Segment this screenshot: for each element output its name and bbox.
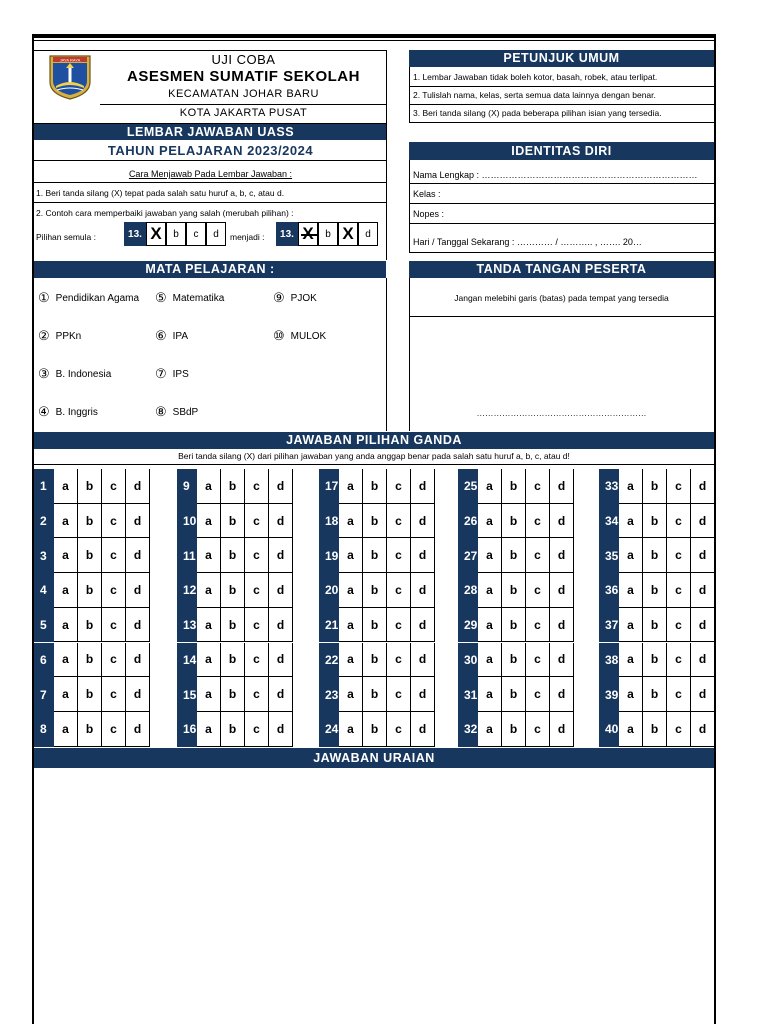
answer-option-a[interactable]: a — [339, 504, 363, 539]
question-number: 35 — [599, 538, 619, 573]
question-number: 9 — [177, 469, 197, 504]
pg-instruction-rule — [34, 464, 714, 465]
question-number: 21 — [319, 608, 339, 643]
header-line1: UJI COBA — [211, 52, 276, 67]
answer-option-c[interactable]: c — [526, 469, 550, 504]
mapel-item-7[interactable] — [155, 366, 189, 382]
question-number: 27 — [458, 538, 478, 573]
answer-option-d[interactable]: d — [269, 504, 293, 539]
answer-option-c[interactable]: c — [387, 573, 411, 608]
identitas-title: IDENTITAS DIRI — [409, 142, 714, 160]
answer-option-d[interactable]: d — [550, 469, 574, 504]
petunjuk-item-3: 3. Beri tanda silang (X) pada beberapa pilihan isian yang tersedia. — [413, 108, 662, 118]
answer-option-a[interactable]: a — [54, 469, 78, 504]
answer-option-d[interactable]: d — [411, 469, 435, 504]
mapel-label: PPKn — [55, 330, 82, 342]
pg-grid — [34, 469, 714, 747]
answer-option-c[interactable]: c — [387, 712, 411, 747]
answer-option-c[interactable]: c — [102, 504, 126, 539]
answer-option-a[interactable]: a — [478, 504, 502, 539]
answer-option-c[interactable]: c — [245, 538, 269, 573]
answer-option-c[interactable]: c — [667, 712, 691, 747]
petunjuk-divider-2 — [409, 104, 714, 105]
question-number: 8 — [34, 712, 54, 747]
mapel-number: ⑨ — [273, 290, 285, 305]
answer-option-a[interactable]: a — [197, 469, 221, 504]
answer-option-d[interactable]: d — [269, 608, 293, 643]
mapel-item-8[interactable] — [155, 404, 198, 420]
answer-option-b[interactable]: b — [221, 538, 245, 573]
question-number: 31 — [458, 677, 478, 712]
answer-option-d[interactable]: d — [126, 573, 150, 608]
answer-option-b[interactable]: b — [363, 538, 387, 573]
answer-option-d[interactable]: d — [126, 712, 150, 747]
answer-option-a[interactable]: a — [197, 712, 221, 747]
answer-option-b[interactable]: b — [643, 677, 667, 712]
mapel-label: B. Inggris — [55, 406, 98, 418]
answer-option-b[interactable]: b — [643, 712, 667, 747]
answer-option-a[interactable]: a — [339, 608, 363, 643]
mapel-number: ⑦ — [155, 366, 167, 381]
cara-line2 — [34, 202, 387, 203]
answer-option-d[interactable]: d — [550, 643, 574, 678]
question-number: 39 — [599, 677, 619, 712]
question-number: 5 — [34, 608, 54, 643]
mapel-label: B. Indonesia — [55, 368, 112, 380]
answer-option-a[interactable]: a — [619, 677, 643, 712]
mapel-label: IPA — [172, 330, 189, 342]
answer-option-b[interactable]: b — [363, 712, 387, 747]
answer-option-d[interactable]: d — [691, 677, 715, 712]
answer-option-a[interactable]: a — [478, 608, 502, 643]
mapel-item-9[interactable] — [273, 290, 317, 306]
answer-option-b[interactable]: b — [78, 608, 102, 643]
answer-option-c[interactable]: c — [526, 608, 550, 643]
hari-tanggal-field[interactable]: Hari / Tanggal Sekarang : ………… / ……….. , ……. 20… — [413, 237, 642, 247]
answer-option-b[interactable]: b — [78, 504, 102, 539]
answer-option-a[interactable]: a — [339, 469, 363, 504]
answer-option-b[interactable]: b — [221, 643, 245, 678]
question-number: 18 — [319, 504, 339, 539]
answer-option-c[interactable]: c — [245, 504, 269, 539]
ttd-note: Jangan melebihi garis (batas) pada tempat yang tersedia — [454, 293, 669, 303]
pg-instruction: Beri tanda silang (X) dari pilihan jawaban yang anda anggap benar pada salah satu huruf a, b, c, atau d! — [178, 451, 570, 461]
question-number: 32 — [458, 712, 478, 747]
example-opt-b: b — [166, 222, 186, 246]
answer-option-d[interactable]: d — [691, 504, 715, 539]
question-number: 15 — [177, 677, 197, 712]
answer-option-a[interactable]: a — [197, 538, 221, 573]
header-kecamatan: KECAMATAN JOHAR BARU — [168, 88, 319, 100]
answer-option-b[interactable]: b — [221, 677, 245, 712]
mapel-label: Matematika — [172, 292, 225, 304]
question-number: 3 — [34, 538, 54, 573]
question-number: 28 — [458, 573, 478, 608]
answer-option-d[interactable]: d — [126, 643, 150, 678]
answer-option-c[interactable]: c — [245, 643, 269, 678]
question-number: 7 — [34, 677, 54, 712]
identitas-divider-4 — [409, 252, 714, 253]
uraian-title: JAWABAN URAIAN — [34, 748, 714, 768]
jakarta-logo — [48, 54, 92, 100]
question-number: 11 — [177, 538, 197, 573]
signature-area[interactable] — [410, 318, 714, 406]
mapel-number: ③ — [38, 366, 50, 381]
answer-option-b[interactable]: b — [363, 469, 387, 504]
question-number: 26 — [458, 504, 478, 539]
mapel-item-3[interactable] — [38, 366, 111, 382]
answer-option-b[interactable]: b — [643, 538, 667, 573]
kelas-field[interactable]: Kelas : — [413, 189, 441, 199]
answer-option-a[interactable]: a — [478, 538, 502, 573]
question-number: 2 — [34, 504, 54, 539]
answer-option-b[interactable]: b — [643, 504, 667, 539]
answer-option-a[interactable]: a — [197, 643, 221, 678]
identitas-divider-2 — [409, 203, 714, 204]
answer-option-a[interactable]: a — [339, 573, 363, 608]
mapel-label: SBdP — [172, 406, 199, 418]
example2-opt-d: d — [358, 222, 378, 246]
cara-title: Cara Menjawab Pada Lembar Jawaban : — [128, 169, 293, 179]
answer-option-c[interactable]: c — [526, 712, 550, 747]
answer-option-d[interactable]: d — [550, 677, 574, 712]
answer-option-d[interactable]: d — [411, 643, 435, 678]
answer-option-d[interactable]: d — [550, 573, 574, 608]
answer-option-c[interactable]: c — [387, 608, 411, 643]
answer-option-c[interactable]: c — [667, 608, 691, 643]
mapel-label: Pendidikan Agama — [55, 292, 140, 304]
mapel-label: PJOK — [290, 292, 317, 304]
answer-option-a[interactable]: a — [339, 643, 363, 678]
answer-option-d[interactable]: d — [126, 538, 150, 573]
answer-option-b[interactable]: b — [502, 608, 526, 643]
answer-option-d[interactable]: d — [411, 504, 435, 539]
mapel-number: ⑧ — [155, 404, 167, 419]
question-number: 37 — [599, 608, 619, 643]
answer-option-d[interactable]: d — [550, 538, 574, 573]
band-lembar-jawaban: LEMBAR JAWABAN UASS — [34, 124, 387, 140]
answer-option-d[interactable]: d — [411, 677, 435, 712]
answer-option-c[interactable]: c — [526, 573, 550, 608]
answer-option-a[interactable]: a — [478, 712, 502, 747]
mapel-item-4[interactable] — [38, 404, 98, 420]
answer-option-d[interactable]: d — [411, 712, 435, 747]
answer-option-a[interactable]: a — [197, 573, 221, 608]
answer-option-d[interactable]: d — [550, 608, 574, 643]
answer-option-b[interactable]: b — [221, 712, 245, 747]
question-number: 22 — [319, 643, 339, 678]
cara-line1 — [34, 182, 387, 183]
ttd-divider — [409, 316, 714, 317]
question-number: 14 — [177, 643, 197, 678]
answer-option-d[interactable]: d — [269, 677, 293, 712]
answer-option-d[interactable]: d — [411, 608, 435, 643]
petunjuk-item-2: 2. Tulislah nama, kelas, serta semua data lainnya dengan benar. — [413, 90, 656, 100]
answer-option-b[interactable]: b — [502, 712, 526, 747]
mapel-label: MULOK — [290, 330, 327, 342]
answer-option-a[interactable]: a — [619, 712, 643, 747]
pg-title: JAWABAN PILIHAN GANDA — [34, 432, 714, 449]
answer-option-b[interactable]: b — [78, 573, 102, 608]
answer-option-a[interactable]: a — [619, 608, 643, 643]
question-number: 33 — [599, 469, 619, 504]
question-number: 10 — [177, 504, 197, 539]
example-number-2: 13. — [276, 222, 298, 246]
answer-option-c[interactable]: c — [245, 677, 269, 712]
answer-option-c[interactable]: c — [102, 469, 126, 504]
question-number: 34 — [599, 504, 619, 539]
mapel-number: ① — [38, 290, 50, 305]
answer-option-a[interactable]: a — [54, 573, 78, 608]
answer-option-c[interactable]: c — [102, 608, 126, 643]
uraian-answer-area[interactable] — [34, 770, 714, 1020]
answer-option-b[interactable]: b — [643, 469, 667, 504]
strike-line-icon — [301, 234, 317, 236]
mapel-number: ⑥ — [155, 328, 167, 343]
answer-option-a[interactable]: a — [619, 643, 643, 678]
mapel-title: MATA PELAJARAN : — [34, 261, 386, 278]
answer-option-a[interactable]: a — [197, 608, 221, 643]
answer-option-b[interactable]: b — [502, 643, 526, 678]
answer-option-d[interactable]: d — [691, 712, 715, 747]
answer-option-c[interactable]: c — [102, 538, 126, 573]
question-number: 13 — [177, 608, 197, 643]
answer-option-c[interactable]: c — [102, 712, 126, 747]
ttd-title: TANDA TANGAN PESERTA — [409, 261, 714, 278]
question-number: 30 — [458, 643, 478, 678]
answer-option-d[interactable]: d — [550, 504, 574, 539]
header-title: ASESMEN SUMATIF SEKOLAH — [127, 68, 360, 85]
answer-option-a[interactable]: a — [478, 643, 502, 678]
answer-option-b[interactable]: b — [221, 573, 245, 608]
signature-line: …………………………………………………… — [476, 408, 647, 418]
question-number: 12 — [177, 573, 197, 608]
answer-option-a[interactable]: a — [54, 504, 78, 539]
answer-option-a[interactable]: a — [54, 677, 78, 712]
answer-option-d[interactable]: d — [691, 469, 715, 504]
question-number: 4 — [34, 573, 54, 608]
answer-option-a[interactable]: a — [54, 608, 78, 643]
answer-option-a[interactable]: a — [339, 677, 363, 712]
question-number: 38 — [599, 643, 619, 678]
example-x-mark: X — [146, 222, 166, 246]
answer-option-b[interactable]: b — [221, 608, 245, 643]
answer-option-b[interactable]: b — [363, 573, 387, 608]
answer-option-c[interactable]: c — [667, 538, 691, 573]
answer-option-b[interactable]: b — [221, 504, 245, 539]
answer-option-a[interactable]: a — [54, 538, 78, 573]
answer-option-b[interactable]: b — [78, 538, 102, 573]
petunjuk-divider-1 — [409, 86, 714, 87]
answer-option-a[interactable]: a — [619, 469, 643, 504]
example-number-1: 13. — [124, 222, 146, 246]
example2-x-mark: X — [338, 222, 358, 246]
answer-option-c[interactable]: c — [667, 469, 691, 504]
answer-option-c[interactable]: c — [526, 504, 550, 539]
answer-option-c[interactable]: c — [245, 608, 269, 643]
answer-option-c[interactable]: c — [387, 538, 411, 573]
answer-option-d[interactable]: d — [269, 573, 293, 608]
answer-option-b[interactable]: b — [78, 677, 102, 712]
answer-option-b[interactable]: b — [78, 643, 102, 678]
mapel-item-6[interactable] — [155, 328, 188, 344]
example-struck-mark — [298, 222, 318, 246]
answer-option-d[interactable]: d — [126, 504, 150, 539]
answer-option-a[interactable]: a — [54, 712, 78, 747]
answer-option-d[interactable]: d — [269, 538, 293, 573]
example-opt-c: c — [186, 222, 206, 246]
answer-option-a[interactable]: a — [478, 677, 502, 712]
answer-option-b[interactable]: b — [221, 469, 245, 504]
answer-option-b[interactable]: b — [363, 643, 387, 678]
answer-option-a[interactable]: a — [619, 538, 643, 573]
answer-option-a[interactable]: a — [619, 573, 643, 608]
example-opt-d: d — [206, 222, 226, 246]
answer-option-c[interactable]: c — [102, 573, 126, 608]
answer-option-d[interactable]: d — [411, 573, 435, 608]
question-number: 25 — [458, 469, 478, 504]
answer-option-c[interactable]: c — [102, 677, 126, 712]
answer-option-b[interactable]: b — [643, 643, 667, 678]
answer-option-d[interactable]: d — [269, 712, 293, 747]
answer-option-a[interactable]: a — [339, 538, 363, 573]
answer-option-b[interactable]: b — [78, 469, 102, 504]
mapel-number: ⑤ — [155, 290, 167, 305]
answer-option-a[interactable]: a — [339, 712, 363, 747]
question-number: 40 — [599, 712, 619, 747]
nama-lengkap-field[interactable]: Nama Lengkap : ……………………………………………………………… — [413, 170, 698, 180]
mapel-number: ⑩ — [273, 328, 285, 343]
answer-option-c[interactable]: c — [245, 469, 269, 504]
answer-option-b[interactable]: b — [363, 677, 387, 712]
question-number: 17 — [319, 469, 339, 504]
answer-option-c[interactable]: c — [387, 504, 411, 539]
answer-option-a[interactable]: a — [54, 643, 78, 678]
answer-option-b[interactable]: b — [502, 469, 526, 504]
identitas-divider-3 — [409, 223, 714, 224]
mapel-item-1[interactable] — [38, 290, 139, 306]
answer-option-b[interactable]: b — [502, 677, 526, 712]
answer-option-d[interactable]: d — [269, 469, 293, 504]
answer-option-b[interactable]: b — [643, 573, 667, 608]
question-number: 16 — [177, 712, 197, 747]
band-tahun-pelajaran: TAHUN PELAJARAN 2023/2024 — [34, 141, 387, 161]
answer-option-c[interactable]: c — [667, 677, 691, 712]
answer-option-d[interactable]: d — [126, 608, 150, 643]
answer-option-c[interactable]: c — [102, 643, 126, 678]
question-number: 20 — [319, 573, 339, 608]
mapel-number: ④ — [38, 404, 50, 419]
mapel-item-2[interactable] — [38, 328, 81, 344]
answer-option-b[interactable]: b — [502, 573, 526, 608]
answer-option-c[interactable]: c — [667, 573, 691, 608]
header-divider — [100, 104, 387, 105]
answer-option-c[interactable]: c — [245, 712, 269, 747]
answer-option-b[interactable]: b — [502, 538, 526, 573]
question-number: 36 — [599, 573, 619, 608]
cara-item1: 1. Beri tanda silang (X) tepat pada salah satu huruf a, b, c, atau d. — [36, 188, 285, 198]
mapel-number: ② — [38, 328, 50, 343]
mapel-item-5[interactable] — [155, 290, 224, 306]
answer-option-d[interactable]: d — [550, 712, 574, 747]
header-kota: KOTA JAKARTA PUSAT — [179, 107, 308, 119]
petunjuk-item-1: 1. Lembar Jawaban tidak boleh kotor, basah, robek, atau terlipat. — [413, 72, 658, 82]
answer-option-b[interactable]: b — [643, 608, 667, 643]
example2-opt-b: b — [318, 222, 338, 246]
answer-option-a[interactable]: a — [197, 677, 221, 712]
mapel-label: IPS — [172, 368, 189, 380]
answer-option-c[interactable]: c — [387, 677, 411, 712]
answer-option-b[interactable]: b — [78, 712, 102, 747]
answer-option-b[interactable]: b — [363, 608, 387, 643]
answer-option-d[interactable]: d — [126, 469, 150, 504]
answer-option-d[interactable]: d — [691, 608, 715, 643]
pilihan-semula-label: Pilihan semula : — [36, 232, 97, 242]
answer-option-c[interactable]: c — [526, 677, 550, 712]
answer-option-c[interactable]: c — [667, 504, 691, 539]
question-number: 24 — [319, 712, 339, 747]
answer-option-d[interactable]: d — [126, 677, 150, 712]
question-number: 6 — [34, 643, 54, 678]
answer-option-b[interactable]: b — [363, 504, 387, 539]
answer-option-c[interactable]: c — [245, 573, 269, 608]
question-number: 19 — [319, 538, 339, 573]
answer-option-a[interactable]: a — [478, 469, 502, 504]
answer-option-d[interactable]: d — [691, 538, 715, 573]
menjadi-label: menjadi : — [230, 232, 265, 242]
answer-option-a[interactable]: a — [197, 504, 221, 539]
answer-option-d[interactable]: d — [411, 538, 435, 573]
svg-text:JAYA RAYA: JAYA RAYA — [59, 57, 81, 63]
mapel-item-10[interactable] — [273, 328, 326, 344]
answer-option-c[interactable]: c — [526, 538, 550, 573]
nopes-field[interactable]: Nopes : — [413, 209, 445, 219]
answer-option-a[interactable]: a — [478, 573, 502, 608]
question-number: 1 — [34, 469, 54, 504]
identitas-divider-1 — [409, 183, 714, 184]
petunjuk-title: PETUNJUK UMUM — [409, 50, 714, 67]
answer-option-d[interactable]: d — [269, 643, 293, 678]
answer-option-d[interactable]: d — [691, 573, 715, 608]
answer-option-a[interactable]: a — [619, 504, 643, 539]
question-number: 23 — [319, 677, 339, 712]
answer-option-c[interactable]: c — [387, 643, 411, 678]
answer-option-c[interactable]: c — [387, 469, 411, 504]
cara-item2: 2. Contoh cara memperbaiki jawaban yang salah (merubah pilihan) : — [36, 208, 294, 218]
answer-option-d[interactable]: d — [691, 643, 715, 678]
left-section-border — [386, 50, 387, 260]
answer-option-c[interactable]: c — [667, 643, 691, 678]
question-number: 29 — [458, 608, 478, 643]
answer-option-c[interactable]: c — [526, 643, 550, 678]
answer-option-b[interactable]: b — [502, 504, 526, 539]
